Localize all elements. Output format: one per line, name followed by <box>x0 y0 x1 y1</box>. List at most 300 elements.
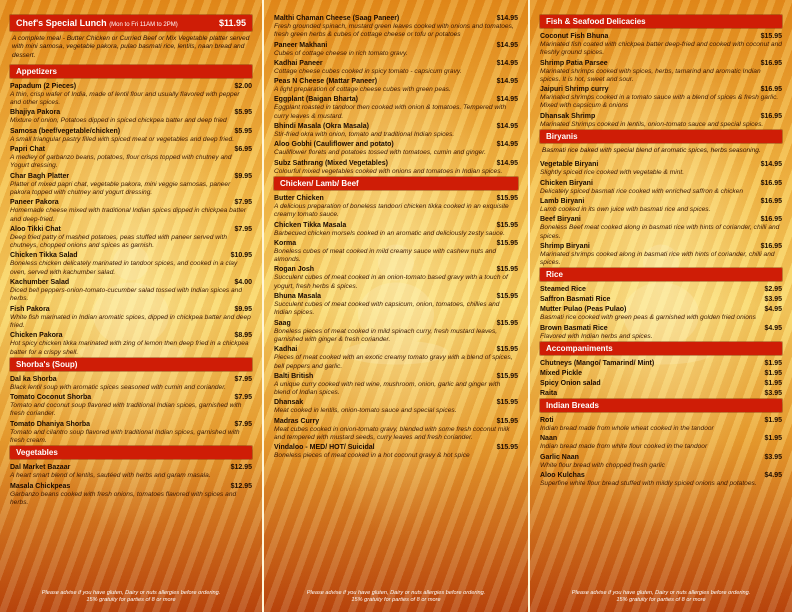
menu-item <box>10 278 252 304</box>
menu-item <box>274 77 518 94</box>
menu-item <box>540 379 782 388</box>
menu-item-row <box>540 389 782 398</box>
menu-column-1 <box>0 0 262 612</box>
menu-item-row <box>10 225 252 234</box>
footer-allergy-text: Please advise if you have gluten, Dairy or nuts allergies before ordering. <box>306 590 486 596</box>
menu-item-description: A unique curry cooked with red wine, mushroom, onion, garlic and ginger with blend of Indian spices. <box>274 380 501 397</box>
menu-item-description: Boneless pieces of meat cooked in a hot coconut gravy & hot spice <box>274 452 470 460</box>
menu-item-price: $14.95 <box>496 96 518 104</box>
menu-item-row <box>10 108 252 117</box>
menu-item <box>540 85 782 111</box>
menu-item <box>10 198 252 224</box>
menu-item-name: Dhansak Shrimp <box>540 112 596 120</box>
menu-item-price: $14.95 <box>496 59 518 67</box>
menu-item-price: $7.95 <box>234 394 252 402</box>
menu-item <box>540 242 782 268</box>
footer-gratuity-text: 15% gratuity for parties of 8 or more <box>86 597 176 603</box>
menu-item-row <box>540 324 782 333</box>
menu-item-description: Boneless chicken delicately marinated in tandoor spices, and cooked in a clay oven, served with kachumber salad. <box>10 260 238 276</box>
menu-item-description: White flour bread with chopped fresh garlic <box>540 461 665 469</box>
menu-item-name: Roti <box>540 417 554 425</box>
menu-item <box>274 239 518 265</box>
menu-item-price: $12.95 <box>230 464 252 472</box>
section-title: Fish & Seafood Delicacies <box>546 17 646 26</box>
menu-item-price: $8.95 <box>234 332 252 340</box>
menu-item-name: Chicken Tikka Masala <box>274 221 347 229</box>
section-header <box>540 399 782 412</box>
menu-item-row <box>540 369 782 378</box>
menu-item-price: $3.95 <box>764 390 782 398</box>
menu-item-name: Mutter Pulao (Peas Pulao) <box>540 306 627 314</box>
menu-item-name: Tomato Coconut Shorba <box>10 394 92 402</box>
section-header <box>10 446 252 459</box>
menu-item-price: $16.95 <box>760 112 782 120</box>
menu-item <box>274 140 518 157</box>
menu-item-name: Kadhai <box>274 346 298 354</box>
section-title: Appetizers <box>16 66 57 76</box>
menu-item <box>10 375 252 392</box>
menu-item-row <box>540 305 782 314</box>
menu-item-description: Cubes of cottage cheese in rich tomato gravy. <box>274 49 408 57</box>
menu-item-row <box>10 463 252 472</box>
menu-item <box>274 292 518 318</box>
menu-item-row <box>10 420 252 429</box>
menu-item-price: $5.95 <box>234 109 252 117</box>
menu-item <box>274 221 518 238</box>
menu-item-price: $15.95 <box>496 319 518 327</box>
menu-item-name: Malthi Chaman Cheese (Saag Paneer) <box>274 15 400 22</box>
section-title: Rice <box>546 270 563 280</box>
menu-item-row <box>10 375 252 384</box>
menu-item-description: Colourful mixed vegetables cooked with onions and tomatoes in Indian spices. <box>274 167 503 175</box>
menu-item-name: Bhajiya Pakora <box>10 109 61 117</box>
menu-item <box>274 194 518 220</box>
menu-item <box>10 420 252 446</box>
menu-item-description: A small triangular pastry filled with spiced meat or vegetables and deep fried. <box>10 135 235 143</box>
menu-item-row <box>540 416 782 425</box>
menu-item-price: $1.95 <box>764 435 782 443</box>
menu-item-name: Kachumber Salad <box>10 279 70 287</box>
section-title: Chef's Special Lunch <box>16 18 107 28</box>
menu-item-price: $7.95 <box>234 375 252 383</box>
menu-item-price: $15.95 <box>496 444 518 452</box>
menu-item-row <box>540 215 782 224</box>
menu-item-name: Beef Biryani <box>540 216 581 224</box>
menu-item-row <box>10 393 252 402</box>
section-title: Accompaniments <box>546 344 613 354</box>
menu-item-row <box>274 140 518 149</box>
menu-item-description: Eggplant roasted in tandoor then cooked with onion & tomatoes. Tempered with curry leaves & mustard. <box>274 104 507 120</box>
menu-item <box>274 398 518 415</box>
menu-item <box>10 108 252 125</box>
menu-item-price: $14.95 <box>496 78 518 86</box>
menu-item-description: Marinated shrimps cooked in a tomato sauce with a blend of spices & fresh garlic. Mixed with capsicum & onions <box>540 94 779 110</box>
menu-item-price: $15.95 <box>496 194 518 202</box>
footer-note <box>530 590 792 604</box>
menu-item-row <box>540 453 782 462</box>
menu-item-name: Butter Chicken <box>274 194 324 202</box>
menu-item-price: $7.95 <box>234 199 252 207</box>
menu-item-description: Homemade cheese mixed with traditional Indian spices dipped in chickpea batter and deep-fried. <box>10 207 247 223</box>
menu-item-description: Boneless pieces of meat cooked in mild spinach curry, fresh mustard leaves, garnished with ginger & fresh coriander. <box>274 327 498 343</box>
menu-item-row <box>274 443 518 452</box>
menu-item-row <box>274 221 518 230</box>
menu-item-description: Stir-fried okra with onion, tomato and traditional Indian spices. <box>274 131 455 139</box>
menu-item <box>274 122 518 139</box>
menu-item-price: $14.95 <box>496 15 518 22</box>
menu-item-row <box>10 145 252 154</box>
menu-item <box>10 82 252 108</box>
menu-item-name: Raita <box>540 390 558 398</box>
menu-item-row <box>274 319 518 328</box>
menu-item-row <box>10 331 252 340</box>
menu-item-price: $2.95 <box>764 286 782 294</box>
menu-item-name: Steamed Rice <box>540 286 586 294</box>
menu-item-price: $16.95 <box>760 179 782 187</box>
section-title-wrap <box>16 18 178 28</box>
menu-item-row <box>10 82 252 91</box>
menu-item-row <box>274 417 518 426</box>
menu-item-price: $1.95 <box>764 370 782 378</box>
menu-item-description: Basmati rice cooked with green peas & garnished with golden fried onions <box>540 314 756 322</box>
menu-item-price: $14.95 <box>496 41 518 49</box>
menu-item-description: Black lentil soup with aromatic spices seasoned with cumin and coriander. <box>10 383 226 391</box>
menu-item-description: Hot spicy chicken tikka marinated with zing of lemon then deep fried in a chickpea batter for a crispy shell. <box>10 340 249 356</box>
menu-item <box>274 41 518 58</box>
menu-item-description: Superfine white flour bread stuffed with mildly spiced onions and potatoes. <box>540 479 757 487</box>
menu-item-price: $16.95 <box>760 86 782 94</box>
menu-item-row <box>274 41 518 50</box>
menu-item-description: A medley of garbanzo beans, potatoes, flour crisps topped with chutney and Yogurt dressing. <box>10 154 232 170</box>
menu-item-name: Subz Sathrang (Mixed Vegetables) <box>274 159 388 167</box>
menu-item-row <box>540 359 782 368</box>
menu-item-price: $15.95 <box>496 372 518 380</box>
section-price: $11.95 <box>218 18 246 28</box>
menu-item-row <box>10 198 252 207</box>
footer-allergy-text: Please advise if you have gluten, Dairy or nuts allergies before ordering. <box>41 590 221 596</box>
menu-item-row <box>274 265 518 274</box>
menu-item-name: Dal ka Shorba <box>10 375 57 383</box>
menu-item-row <box>10 251 252 260</box>
menu-item-price: $9.95 <box>234 172 252 180</box>
menu-item-row <box>274 122 518 131</box>
menu-item <box>540 434 782 451</box>
menu-item-name: Naan <box>540 435 558 443</box>
menu-item-row <box>274 59 518 68</box>
menu-item-row <box>540 379 782 388</box>
menu-item-row <box>274 398 518 407</box>
menu-item-row <box>10 278 252 287</box>
menu-item-row <box>540 471 782 480</box>
menu-item-description: White fish marinated in Indian aromatic spices, dipped in chickpea batter and deep fried. <box>10 313 251 329</box>
menu-item-description: Meat cooked in lentils, onion-tomato sauce and special spices. <box>274 407 457 415</box>
menu-item-price: $3.95 <box>764 453 782 461</box>
menu-item-name: Saffron Basmati Rice <box>540 296 611 304</box>
menu-item-description: Tomato and coconut soup flavored with traditional Indian spices, garnished with fresh coriander. <box>10 402 242 418</box>
menu-item-price: $15.95 <box>496 399 518 407</box>
menu-item-name: Dhansak <box>274 399 304 407</box>
menu-item <box>540 471 782 488</box>
menu-item-name: Korma <box>274 239 297 247</box>
menu-item-row <box>540 197 782 206</box>
menu-column-2 <box>264 0 528 612</box>
menu-item-row <box>274 292 518 301</box>
menu-item-description: Marinated fish coated with chickpea batter deep-fried and cooked with coconut and freshly ground spices. <box>540 41 782 57</box>
menu-item <box>540 197 782 214</box>
menu-item-price: $15.95 <box>496 293 518 301</box>
menu-item-name: Lamb Biryani <box>540 197 585 205</box>
menu-item-row <box>274 159 518 168</box>
menu-item-name: Saag <box>274 319 291 327</box>
menu-item-price: $15.95 <box>760 33 782 40</box>
menu-item-name: Dal Market Bazaar <box>10 464 71 472</box>
menu-item <box>274 59 518 76</box>
menu-item-name: Kadhai Paneer <box>274 59 323 67</box>
section-header <box>540 342 782 355</box>
lunch-hours: (Mon to Fri 11AM to 2PM) <box>109 22 178 28</box>
menu-item-price: $1.95 <box>764 380 782 388</box>
menu-item-price: $16.95 <box>760 197 782 205</box>
menu-item-description: Indian bread made from whole wheat cooked in the tandoor <box>540 425 714 433</box>
menu-item-price: $14.95 <box>496 141 518 149</box>
menu-item-price: $15.95 <box>496 346 518 354</box>
menu-item-description: Meat cubes cooked in onion-tomato gravy, blended with some fresh coconut milk and tempered with mustard seeds, curry leaves and fresh coriander. <box>274 425 510 442</box>
menu-item-price: $15.95 <box>496 266 518 274</box>
menu-item-description: Slightly spiced rice cooked with vegetable & mint. <box>540 169 685 177</box>
footer-note <box>264 590 528 604</box>
menu-item-description: Boneless Beef meat cooked along in basmati rice with hints of coriander, chilli and spices. <box>540 224 780 240</box>
menu-item-name: Mixed Pickle <box>540 370 583 378</box>
section-header <box>10 65 252 78</box>
menu-item <box>540 285 782 294</box>
menu-item-name: Madras Curry <box>274 417 320 425</box>
menu-item <box>10 393 252 419</box>
menu-item-name: Bhindi Masala (Okra Masala) <box>274 123 369 131</box>
menu-item-description: Succulent cubes of meat cooked with capsicum, onion, tomatoes, chillies and Indian spices. <box>274 301 500 317</box>
menu-item-description: A heart smart blend of lentils, sautéed with herbs and garam masala. <box>10 472 211 480</box>
menu-item <box>274 14 518 40</box>
menu-item-name: Shrimp Patia Parsee <box>540 59 608 67</box>
menu-item-name: Chicken Biryani <box>540 179 593 187</box>
menu-item-price: $14.95 <box>496 159 518 167</box>
menu-item-row <box>10 172 252 181</box>
menu-item <box>274 265 518 291</box>
menu-item-name: Shrimp Biryani <box>540 242 590 250</box>
menu-item-row <box>540 112 782 121</box>
menu-item-name: Papadum (2 Pieces) <box>10 82 77 90</box>
menu-item-price: $12.95 <box>230 482 252 490</box>
menu-item-price: $1.95 <box>764 417 782 425</box>
section-title: Chicken/ Lamb/ Beef <box>280 178 359 188</box>
menu-item-row <box>540 160 782 169</box>
menu-item-name: Vegetable Biryani <box>540 161 599 169</box>
footer-gratuity-text: 15% gratuity for parties of 8 or more <box>616 597 706 603</box>
menu-item <box>540 369 782 378</box>
menu-item <box>540 59 782 85</box>
menu-item-name: Spicy Onion salad <box>540 380 601 388</box>
menu-item-price: $4.00 <box>234 279 252 287</box>
menu-item <box>540 453 782 470</box>
menu-item-name: Aloo Kulchas <box>540 471 585 479</box>
menu-item <box>540 389 782 398</box>
menu-item-name: Vindaloo - MED/ HOT/ Suicidal <box>274 444 375 452</box>
section-header <box>10 358 252 371</box>
menu-item-price: $16.95 <box>760 216 782 224</box>
menu-item-name: Papri Chat <box>10 146 46 154</box>
menu-item-price: $9.95 <box>234 305 252 313</box>
menu-item-row <box>540 434 782 443</box>
menu-item-price: $7.95 <box>234 420 252 428</box>
menu-item <box>10 225 252 251</box>
menu-item-name: Chutneys (Mango/ Tamarind/ Mint) <box>540 360 655 368</box>
menu-item <box>540 305 782 322</box>
menu-item-price: $16.95 <box>760 59 782 67</box>
menu-item-name: Garlic Naan <box>540 453 579 461</box>
menu-item-price: $7.95 <box>234 225 252 233</box>
menu-item-description: Diced bell peppers-onion-tomato-cucumber salad tossed with Indian spices and herbs. <box>10 287 243 303</box>
menu-item-name: Aloo Tikki Chat <box>10 225 61 233</box>
menu-item-row <box>540 285 782 294</box>
menu-item-name: Peas N Cheese (Mattar Paneer) <box>274 78 378 86</box>
lunch-description: A complete meal - Butter Chicken or Curried Beef or Mix Vegetable platter served with mini samosa, vegetable pakora, pulao basmati rice, lentils, naan bread and dessert. <box>12 35 250 59</box>
menu-item <box>540 32 782 58</box>
menu-item-name: Paneer Makhani <box>274 41 328 49</box>
menu-item-row <box>274 14 518 23</box>
section-header <box>274 177 518 190</box>
menu-item-description: Indian bread made from white flour cooked in the tandoor <box>540 443 708 451</box>
menu-item <box>10 463 252 480</box>
menu-item-row <box>540 32 782 41</box>
menu-item <box>274 372 518 398</box>
menu-item-description: Marinated shrimps cooked along in basmati rice with hints of coriander, chilli and spices. <box>540 250 775 267</box>
menu-item-row <box>274 77 518 86</box>
menu-item <box>10 305 252 331</box>
menu-item <box>10 331 252 357</box>
menu-item <box>540 179 782 196</box>
menu-item <box>10 172 252 198</box>
menu-item-price: $1.95 <box>764 360 782 368</box>
menu-item-price: $6.95 <box>234 146 252 154</box>
menu-item-name: Coconut Fish Bhuna <box>540 33 609 40</box>
menu-item-name: Rogan Josh <box>274 266 315 274</box>
menu-item-description: Boneless cubes of meat cooked in mild creamy sauce with cashew nuts and almonds. <box>274 247 497 264</box>
menu-item-name: Eggplant (Baigan Bharta) <box>274 96 359 104</box>
menu-item-name: Chicken Tikka Salad <box>10 252 78 260</box>
menu-item-description: Cauliflower florets and potatoes tossed with tomatoes, cumin and ginger. <box>274 149 486 157</box>
menu-item <box>540 112 782 129</box>
menu-item-row <box>540 295 782 304</box>
menu-item-description: Barbecued chicken morsels cooked in an aromatic and deliciously zesty sauce. <box>274 229 505 237</box>
section-header <box>540 15 782 28</box>
menu-item <box>540 160 782 177</box>
menu-item <box>540 295 782 304</box>
menu-item-price: $4.95 <box>764 324 782 332</box>
menu-item <box>540 324 782 341</box>
menu-item-name: Tomato Dhaniya Shorba <box>10 420 90 428</box>
menu-item <box>540 215 782 241</box>
menu-item <box>274 319 518 345</box>
menu-item <box>10 127 252 144</box>
menu-item-description: A thin, crisp wafer of India, made of lentil flour and usually flavored with pepper and other spices. <box>10 90 240 107</box>
menu-item <box>274 345 518 371</box>
menu-item-row <box>10 482 252 491</box>
menu-item-description: Succulent cubes of meat cooked in an onion-tomato based gravy with a touch of yogurt, fresh herbs & spices. <box>274 274 508 290</box>
menu-item-price: $5.95 <box>234 127 252 135</box>
section-title: Biryanis <box>546 132 578 142</box>
menu-item-description: Tomato and cilantro soup flavored with traditional Indian spices, garnished with fresh cream. <box>10 428 240 445</box>
menu-item-name: Bhuna Masala <box>274 293 322 301</box>
menu-column-3 <box>530 0 792 612</box>
menu-item-row <box>540 242 782 251</box>
section-title: Vegetables <box>16 448 58 458</box>
section-header <box>540 130 782 143</box>
menu-item-price: $14.95 <box>496 123 518 131</box>
menu-item-name: Brown Basmati Rice <box>540 324 608 332</box>
menu-item-price: $3.95 <box>764 296 782 304</box>
footer-allergy-text: Please advise if you have gluten, Dairy or nuts allergies before ordering. <box>571 590 751 596</box>
menu-item-price: $15.95 <box>496 221 518 229</box>
menu-item <box>274 443 518 460</box>
menu-item-row <box>274 239 518 248</box>
menu-item-description: Delicately spiced basmati rice cooked with enriched saffron & chicken <box>540 187 744 195</box>
menu-item-row <box>10 305 252 314</box>
menu-item-price: $15.95 <box>496 239 518 247</box>
menu-item-row <box>274 95 518 104</box>
section-header <box>10 15 252 31</box>
menu-item-price: $10.95 <box>230 252 252 260</box>
menu-item-row <box>274 345 518 354</box>
menu-item-row <box>540 179 782 188</box>
menu-item-name: Masala Chickpeas <box>10 482 71 490</box>
menu-item <box>540 416 782 433</box>
menu-item <box>274 95 518 121</box>
menu-item-price: $2.00 <box>234 82 252 90</box>
menu-item-description: A delicious preparation of boneless tandoori chicken tikka cooked in an exquisite creamy tomato sauce. <box>274 202 509 219</box>
menu-item-description: Marinated Shrimps cooked in lentils, onion-tomato sauce and special spices. <box>540 120 764 128</box>
menu-item-row <box>540 59 782 68</box>
menu-item-price: $16.95 <box>760 242 782 250</box>
menu-item-description: Deep fried patty of mashed potatoes, peas stuffed with paneer served with chutneys, chopped onions and spices as garnish. <box>10 233 227 250</box>
menu-item-price: $4.95 <box>764 471 782 479</box>
menu-item-description: Platter of mixed papri chat, vegetable pakora, mini veggie samosas, paneer pakora topped with chutney and yogurt dressing. <box>10 180 231 196</box>
footer-note <box>0 590 262 604</box>
menu-item-price: $4.95 <box>764 306 782 314</box>
menu-item-description: Marinated shrimps cooked with spices, herbs, tamarind and aromatic Indian spices. It is hot, sweet and sour. <box>540 67 761 83</box>
footer-gratuity-text: 15% gratuity for parties of 8 or more <box>351 597 441 603</box>
menu-item-row <box>10 127 252 136</box>
menu-item-name: Jaipuri Shrimp curry <box>540 86 609 94</box>
menu-item-name: Char Bagh Platter <box>10 172 70 180</box>
menu-item-description: Garbanzo beans cooked with fresh onions, tomatoes flavored with spices and herbs. <box>10 490 237 506</box>
menu-item <box>10 251 252 277</box>
menu-item-description: Fresh grounded spinach, mustard green leaves cooked with onions and tomatoes, fresh green herbs & cubes of cottage cheese or tofu or potatoes <box>274 23 514 39</box>
menu-item-row <box>540 85 782 94</box>
menu-item-row <box>274 194 518 203</box>
biryani-intro: Basmati rice baked with special blend of aromatic spices, herbs seasoning. <box>542 147 761 155</box>
menu-item-description: Flavored with Indian herbs and spices. <box>540 332 653 340</box>
menu-item-name: Aloo Gobhi (Cauliflower and potato) <box>274 141 394 149</box>
menu-item-name: Fish Pakora <box>10 305 50 313</box>
section-title: Shorba's (Soup) <box>16 359 78 369</box>
section-title: Indian Breads <box>546 401 599 411</box>
section-header <box>540 268 782 281</box>
menu-item-name: Samosa (beef/vegetable/chicken) <box>10 127 121 135</box>
menu-item-description: Pieces of meat cooked with an exotic creamy tomato gravy with a blend of spices, bell peppers and garlic. <box>274 354 513 370</box>
menu-item <box>540 359 782 368</box>
menu-item-description: Lamb cooked in its own juice with basmati rice and spices. <box>540 205 711 213</box>
menu-item <box>10 145 252 171</box>
menu-item-price: $14.95 <box>760 161 782 169</box>
